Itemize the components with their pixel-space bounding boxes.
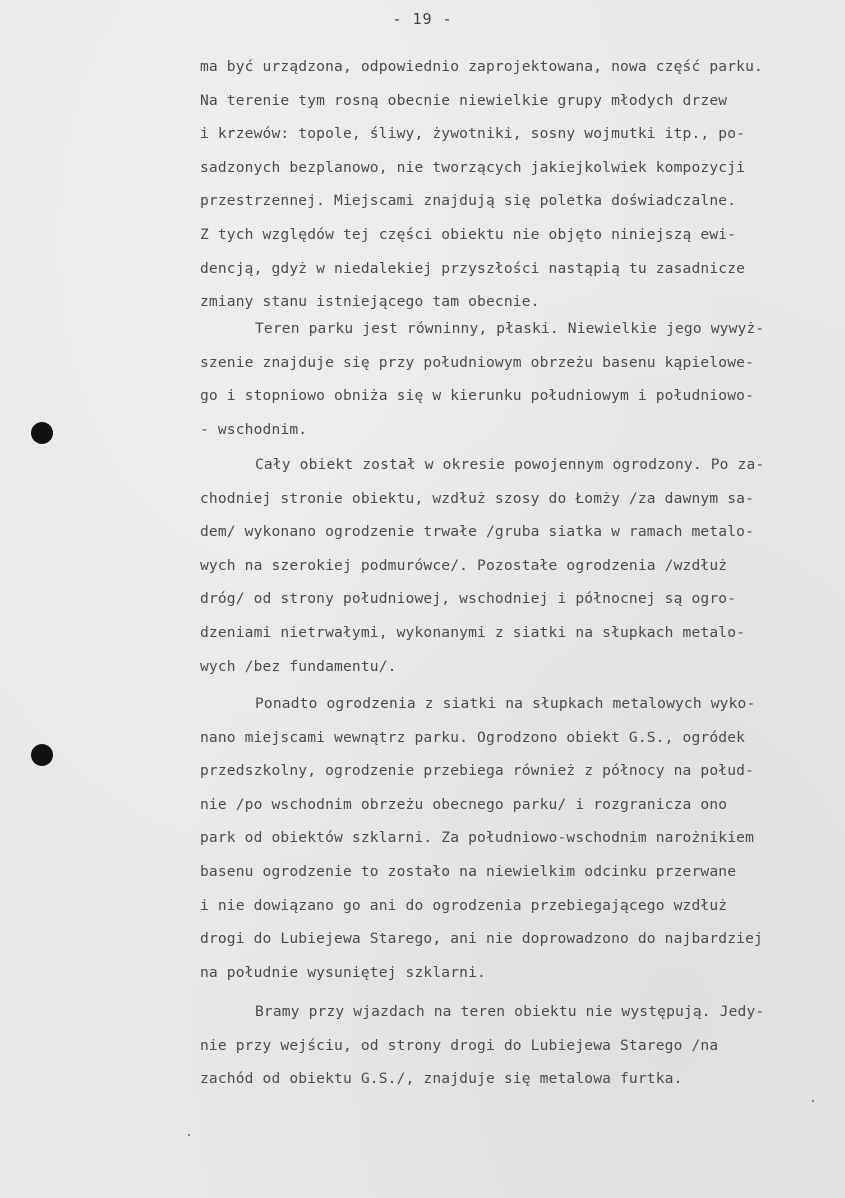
text-line: nano miejscami wewnątrz parku. Ogrodzono obiekt G.S., ogródek [200, 728, 746, 746]
text-line: i nie dowiązano go ani do ogrodzenia przebiegającego wzdłuż [200, 896, 728, 914]
text-line: wych /bez fundamentu/. [200, 657, 397, 675]
text-line: zachód od obiektu G.S./, znajduje się metalowa furtka. [200, 1070, 683, 1088]
text-line: wych na szerokiej podmurówce/. Pozostałe ogrodzenia /wzdłuż [200, 556, 728, 574]
text-line: basenu ogrodzenie to zostało na niewielkim odcinku przerwane [200, 862, 737, 880]
paragraph-3 [200, 448, 840, 683]
text-line: dzeniami nietrwałymi, wykonanymi z siatki na słupkach metalo- [200, 623, 746, 641]
text-line: ma być urządzona, odpowiednio zaprojektowana, nowa część parku. [200, 58, 763, 75]
text-line: park od obiektów szklarni. Za południowo-wschodnim narożnikiem [200, 829, 755, 847]
paragraph-5 [200, 995, 840, 1096]
text-line: na południe wysuniętej szklarni. [200, 963, 486, 981]
text-line: dróg/ od strony południowej, wschodniej i północnej są ogro- [200, 590, 737, 608]
text-line: - wschodnim. [200, 420, 308, 438]
text-line: Cały obiekt został w okresie powojennym ogrodzony. Po za- [255, 456, 765, 473]
text-line: sadzonych bezplanowo, nie tworzących jakiejkolwiek kompozycji [200, 158, 746, 176]
paragraph-1 [200, 50, 840, 319]
paragraph-2 [200, 312, 840, 446]
text-line: szenie znajduje się przy południowym obrzeżu basenu kąpielowe- [200, 353, 755, 371]
text-line: i krzewów: topole, śliwy, żywotniki, sosny wojmutki itp., po- [200, 125, 746, 143]
text-line: drogi do Lubiejewa Starego, ani nie doprowadzono do najbardziej [200, 930, 763, 948]
text-line: chodniej stronie obiektu, wzdłuż szosy do Łomży /za dawnym sa- [200, 489, 755, 507]
punch-hole-upper [31, 422, 53, 444]
text-line: Teren parku jest równinny, płaski. Niewielkie jego wywyż- [255, 320, 765, 337]
paper-speck [812, 1100, 814, 1102]
text-line: zmiany stanu istniejącego tam obecnie. [200, 293, 540, 311]
text-line: dencją, gdyż w niedalekiej przyszłości nastąpią tu zasadnicze [200, 259, 746, 277]
page-number: - 19 - [392, 10, 453, 28]
text-line: nie przy wejściu, od strony drogi do Lubiejewa Starego /na [200, 1036, 719, 1054]
paragraph-4 [200, 687, 840, 989]
text-line: dem/ wykonano ogrodzenie trwałe /gruba siatka w ramach metalo- [200, 523, 755, 541]
text-line: przedszkolny, ogrodzenie przebiega również z północy na połud- [200, 762, 755, 780]
text-line: Bramy przy wjazdach na teren obiektu nie występują. Jedy- [255, 1003, 765, 1020]
text-line: Na terenie tym rosną obecnie niewielkie grupy młodych drzew [200, 91, 728, 109]
text-line: przestrzennej. Miejscami znajdują się poletka doświadczalne. [200, 192, 737, 210]
punch-hole-lower [31, 744, 53, 766]
text-line: nie /po wschodnim obrzeżu obecnego parku/ i rozgranicza ono [200, 795, 728, 813]
text-line: Z tych względów tej części obiektu nie objęto niniejszą ewi- [200, 225, 737, 243]
text-line: Ponadto ogrodzenia z siatki na słupkach metalowych wyko- [255, 695, 756, 712]
text-line: go i stopniowo obniża się w kierunku południowym i południowo- [200, 387, 755, 405]
paper-speck [188, 1134, 190, 1136]
